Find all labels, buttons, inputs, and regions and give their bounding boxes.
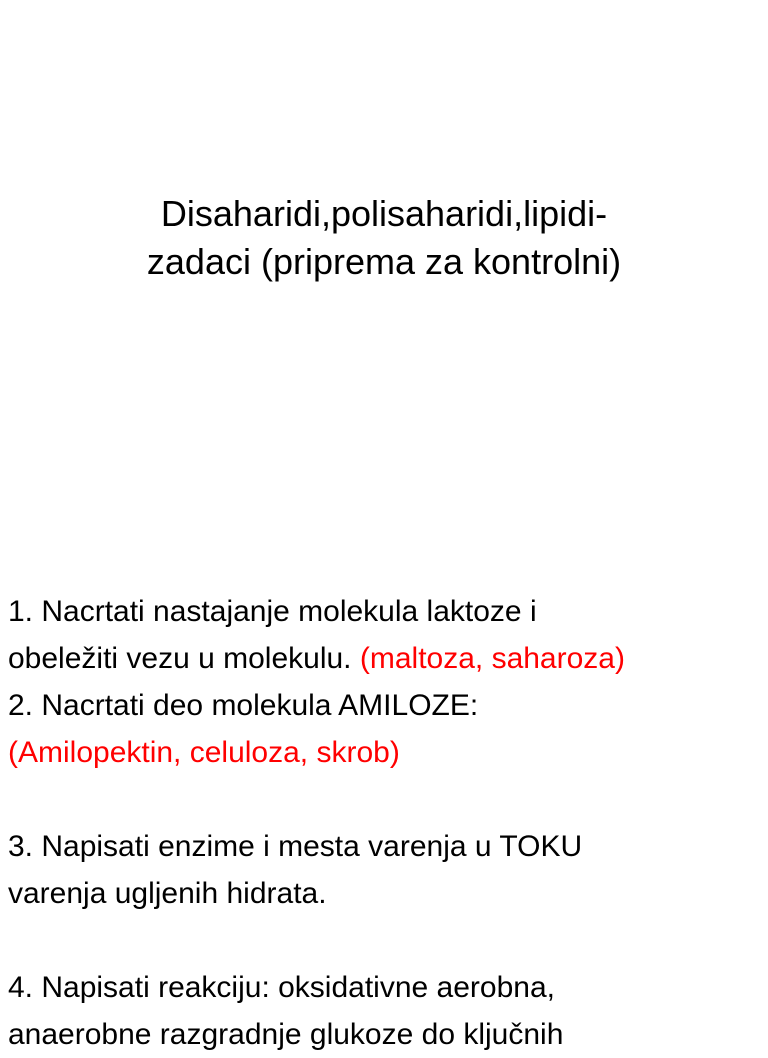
task-1-alternatives: (maltoza, saharoza) — [359, 642, 625, 675]
slide-title — [0, 190, 768, 286]
task-2-line-1: 2. Nacrtati deo molekula AMILOZE: — [8, 689, 479, 722]
title-line-2: zadaci (priprema za kontrolni) — [146, 241, 622, 282]
task-4-line-1: 4. Napisati reakciju: oksidativne aerobna, — [8, 971, 555, 1004]
title-line-1: Disaharidi,polisaharidi,lipidi- — [160, 193, 608, 234]
task-list — [8, 588, 763, 1058]
task-1-text: obeležiti vezu u molekulu. — [8, 642, 360, 675]
task-4-line-2: anaerobne razgradnje glukoze do ključnih — [8, 1018, 564, 1051]
task-1-line-2 — [8, 635, 763, 682]
task-3-line-1: 3. Napisati enzime i mesta varenja u TOKU — [8, 830, 583, 863]
task-3-line-2: varenja ugljenih hidrata. — [8, 877, 327, 910]
spacer — [8, 776, 763, 823]
task-2-alternatives: (Amilopektin, celuloza, skrob) — [8, 736, 400, 769]
task-1-line-1: 1. Nacrtati nastajanje molekula laktoze i — [8, 595, 537, 628]
spacer — [8, 917, 763, 964]
